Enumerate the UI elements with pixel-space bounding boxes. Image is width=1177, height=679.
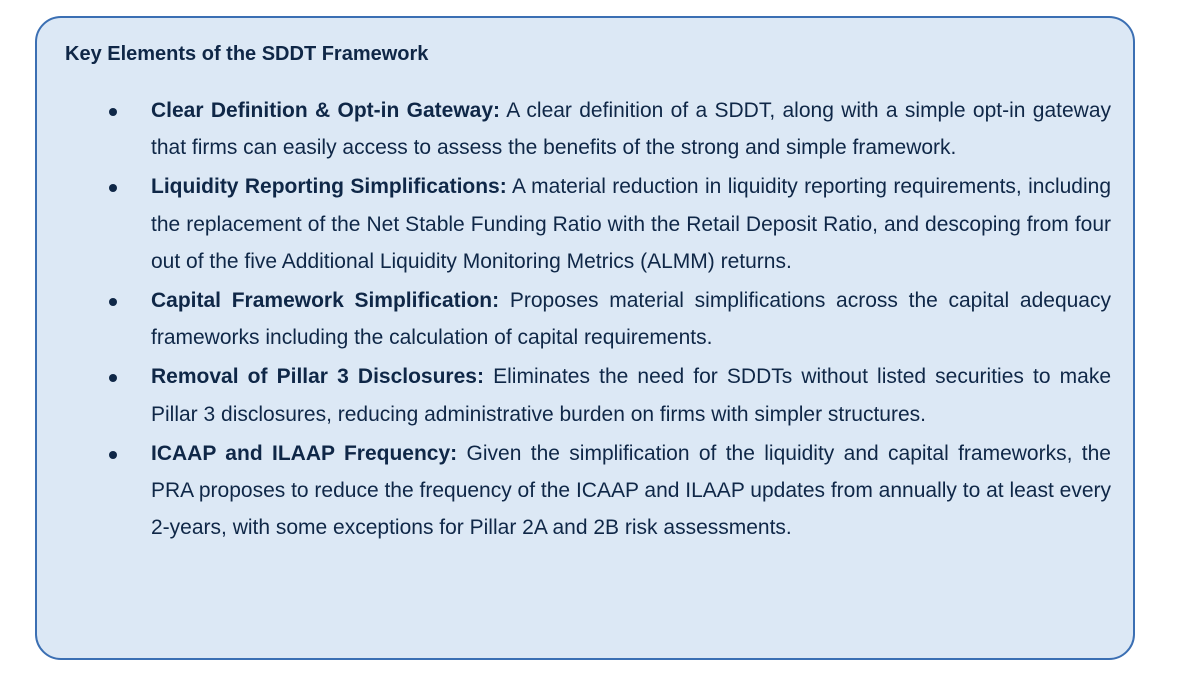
list-item-body: A material reduction in liquidity reporting requirements, including the replacement of the Net Stable Funding Ratio with the Retail Deposit Ratio, and descoping from four out of the five Additional Liquidity Monitoring Metrics (ALMM) returns. bbox=[151, 175, 1111, 273]
list-item-heading: Liquidity Reporting Simplifications: bbox=[151, 175, 507, 199]
list-item-heading: ICAAP and ILAAP Frequency: bbox=[151, 441, 458, 465]
list-item-text bbox=[151, 92, 1111, 166]
list-item-text bbox=[151, 358, 1111, 432]
list-item bbox=[37, 168, 1137, 280]
list-item-body: A clear definition of a SDDT, along with a simple opt-in gateway that firms can easily access to assess the benefits of the strong and simple framework. bbox=[151, 99, 1111, 160]
list-item-body: Given the simplification of the liquidity and capital frameworks, the PRA proposes to reduce the frequency of the ICAAP and ILAAP updates from annually to at least every 2-years, with some exceptions for Pillar 2A and 2B risk assessments. bbox=[151, 441, 1111, 540]
key-elements-list bbox=[37, 92, 1137, 548]
list-item-text bbox=[151, 435, 1111, 547]
list-item-body: Proposes material simplifications across the capital adequacy frameworks including the calculation of capital requirements. bbox=[151, 289, 1111, 350]
key-elements-box bbox=[35, 16, 1135, 660]
bullet-icon bbox=[109, 451, 117, 459]
list-item bbox=[37, 92, 1137, 166]
list-item-text bbox=[151, 282, 1111, 356]
list-item-heading: Removal of Pillar 3 Disclosures: bbox=[151, 365, 484, 389]
bullet-icon bbox=[109, 108, 117, 116]
list-item-heading: Capital Framework Simplification: bbox=[151, 289, 500, 313]
list-item-heading: Clear Definition & Opt-in Gateway: bbox=[151, 99, 501, 122]
list-item bbox=[37, 358, 1137, 432]
list-item-text bbox=[151, 168, 1111, 280]
list-item bbox=[37, 282, 1137, 356]
bullet-icon bbox=[109, 374, 117, 382]
box-title: Key Elements of the SDDT Framework bbox=[65, 43, 429, 65]
bullet-icon bbox=[109, 184, 117, 192]
list-item bbox=[37, 435, 1137, 547]
list-item-body: Eliminates the need for SDDTs without listed securities to make Pillar 3 disclosures, reducing administrative burden on firms with simpler structures. bbox=[151, 365, 1111, 426]
bullet-icon bbox=[109, 298, 117, 306]
